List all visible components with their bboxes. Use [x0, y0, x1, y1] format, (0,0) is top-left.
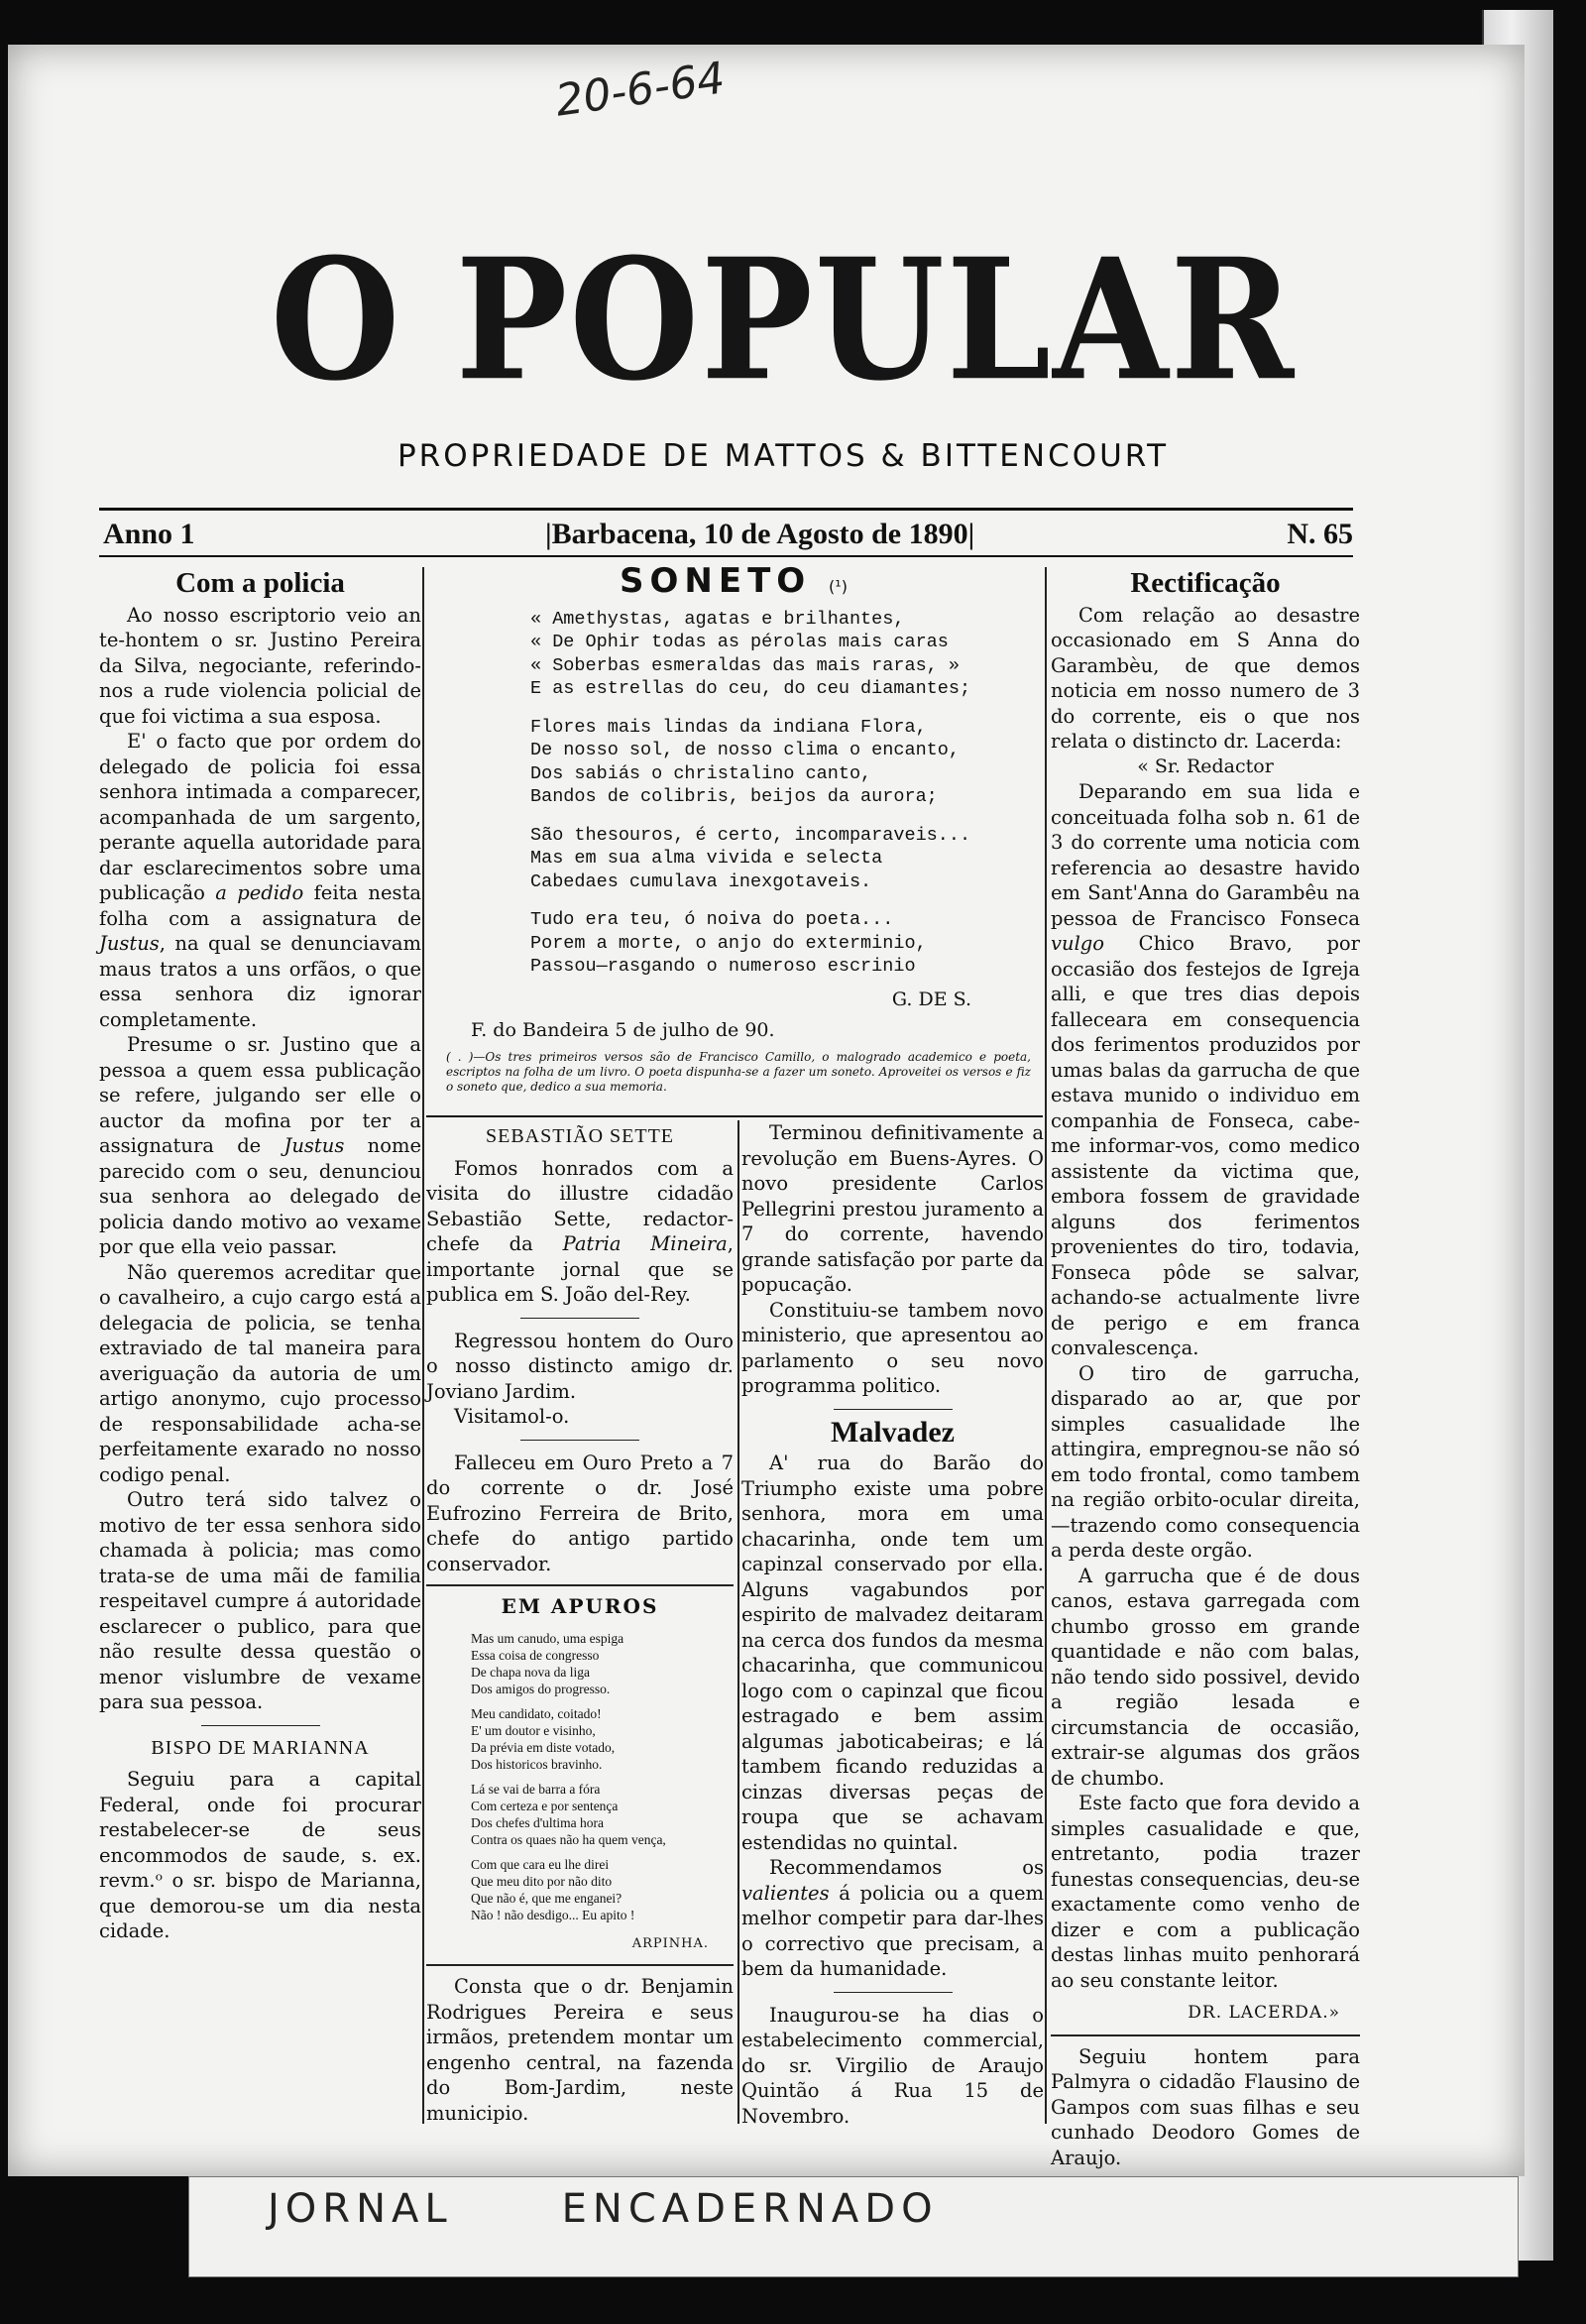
soneto-poem	[426, 608, 1041, 979]
paragraph: Seguiu hontem para Palmyra o cidadão Flausino de Gampos com suas filhas e seu cunhado Deodoro Gomes de Araujo.	[1051, 2044, 1360, 2169]
paragraph: A' rua do Barão do Triumpho existe uma pobre senhora, mora em uma chacarinha, onde tem um capinzal conservado por ella. Alguns vagabundos por espirito de malvadez deitaram na cerca dos fundos da mesma chacarinha, que communicou logo com o capinzal que ficou estragado e bem assim algumas jaboticabeiras; e lá tambem ficando reduzidas a cinzas diversas peças de roupa que se achavam estendidas no quintal.	[741, 1452, 1044, 1854]
paragraph: Visitamol-o.	[454, 1405, 570, 1428]
top-rule	[99, 508, 1353, 511]
stanza: Flores mais lindas da indiana Flora, De nosso sol, de nosso clima o encanto, Dos sabiás o christalino canto, Bandos de colibris, beijos da aurora;	[530, 716, 960, 807]
paragraph: E' o facto que por ordem do delegado de policia foi essa senhora intimada a comparecer, acompanhada de um sargento, perante aquella autoridade para dar esclarecimentos sobre uma publicação a pedido feita nesta folha com a assignatura de Justus, na qual se denunciavam maus tratos a uns orfãos, o que essa senhora diz ignorar completamente.	[99, 730, 421, 1031]
headline-com-a-policia: Com a policia	[175, 567, 345, 599]
paragraph: Terminou definitivamente a revolução em Buens-Ayres. O novo presidente Carlos Pellegrini prestou juramento a 7 do corrente, havendo grande satisfação por parte da popucação.	[741, 1121, 1044, 1296]
stanza: « Amethystas, agatas e brilhantes, « De Ophir todas as pérolas mais caras « Soberbas esmeraldas das mais raras, » E as estrellas do ceu, do ceu diamantes;	[530, 608, 971, 699]
separator	[426, 1584, 734, 1586]
masthead-title: O POPULAR	[270, 222, 1297, 418]
issue-year: Anno 1	[103, 518, 195, 550]
letter-signature: DR. LACERDA.»	[1188, 2003, 1340, 2023]
separator	[1051, 2034, 1360, 2036]
column-rule-1	[422, 567, 424, 2124]
salutation: « Sr. Redactor	[1137, 755, 1274, 777]
headline-malvadez: Malvadez	[831, 1415, 955, 1449]
headline-sebastiao-sette: SEBASTIÃO SETTE	[486, 1125, 674, 1147]
separator	[834, 1992, 953, 1993]
em-apuros-poem: Mas um canudo, uma espiga Essa coisa de congresso De chapa nova da liga Dos amigos do progresso. Meu candidato, coitado! E' um doutor e visinho, Da prévia em diste votado, Dos historicos bravinho. Lá se vai de barra a fóra Com certeza e por sentença Dos chefes d'ultima hora Contra os quaes não ha quem vença, Com que cara eu lhe direi Que meu dito por não dito Que não é, que me enganei? Não ! não desdigo... Eu apito !	[471, 1630, 666, 1922]
column-4	[1051, 567, 1360, 2170]
column-3	[741, 1120, 1044, 2129]
column-rule-2	[737, 1120, 739, 2124]
stanza: São thesouros, é certo, incomparaveis... Mas em sua alma vivida e selecta Cabedaes cumulava inexgotaveis.	[530, 824, 971, 892]
paragraph: Seguiu para a capital Federal, onde foi procurar restabelecer-se de seus encommodos de saude, s. ex. revm.ᵒ o sr. bispo de Marianna, que demorou-se um dia nesta cidade.	[99, 1768, 421, 1942]
separator	[520, 1318, 639, 1319]
column-2	[426, 1120, 734, 2126]
archive-label: JORNAL ENCADERNADO	[268, 2186, 939, 2232]
soneto-block	[426, 561, 1041, 1095]
separator	[834, 1409, 953, 1410]
stanza: Tudo era teu, ó noiva do poeta... Porem a morte, o anjo do exterminio, Passou—rasgando o numeroso escrinio	[530, 909, 927, 977]
issue-rule	[99, 555, 1353, 557]
paragraph: Com relação ao desastre occasionado em S Anna do Garambèu, de que demos noticia em nosso numero de 3 do corrente, eis o que nos relata o distincto dr. Lacerda:	[1051, 603, 1360, 753]
separator	[426, 1964, 734, 1966]
headline-rectificacao: Rectificação	[1130, 567, 1281, 599]
paragraph: Fomos honrados com a visita do illustre cidadão Sebastião Sette, redactor-chefe da Patria Mineira, importante jornal que se publica em S. João del-Rey.	[426, 1156, 734, 1306]
paragraph: A garrucha que é de dous canos, estava garregada com chumbo grosso em grande quantidade e não com balas, não tendo sido possivel, devido a região lesada e circumstancia de occasião, extrair-se algumas dos grãos de chumbo.	[1051, 1564, 1360, 1790]
paragraph: Recommendamos os valientes á policia ou a quem melhor competir para dar-lhes o correctivo que precisam, a bem da humanidade.	[741, 1856, 1044, 1980]
issue-line	[99, 516, 1353, 553]
paragraph: Não queremos acreditar que o cavalheiro, a cujo cargo está a delegacia de policia, se tenha extraviado de tal maneira para averiguação da autoria de um artigo anonymo, cujo processo de responsabilidade acha-se perfeitamente exarado no nosso codigo penal.	[99, 1260, 421, 1486]
paragraph: Falleceu em Ouro Preto a 7 do corrente o dr. José Eufrozino Ferreira de Brito, chefe do antigo partido conservador.	[426, 1451, 734, 1575]
column-1	[99, 567, 421, 1944]
paragraph: Este facto que fora devido a simples casualidade e que, entretanto, podia trazer funestas consequencias, deu-se exactamente como venho de dizer e com a publicação destas linhas muito penhorará ao seu constante leitor.	[1051, 1792, 1360, 1992]
headline-bispo: BISPO DE MARIANNA	[151, 1736, 370, 1759]
paragraph: Ao nosso escriptorio veio an te-hontem o sr. Justino Pereira da Silva, negociante, referindo-nos a rude violencia policial de que foi victima a sua esposa.	[99, 603, 421, 728]
handwritten-date: 20-6-64	[552, 53, 729, 127]
paragraph: O tiro de garrucha, disparado ao ar, que por simples casualidade lhe attingira, empregnou-se não só em todo frontal, como tambem na região orbito-ocular direita, —trazendo como consequencia a perda deste orgão.	[1051, 1361, 1360, 1562]
paragraph: Constituiu-se tambem novo ministerio, que apresentou ao parlamento o seu novo programma politico.	[741, 1298, 1044, 1397]
paragraph: Presume o sr. Justino que a pessoa a quem essa publicação se refere, julgando ser elle o auctor da mofina por ter a assignatura de Justus nome parecido com o seu, denunciou sua senhora ao delegado de policia dando motivo ao vexame por que ella veio passar.	[99, 1033, 421, 1258]
issue-date: |Barbacena, 10 de Agosto de 1890|	[545, 518, 975, 550]
issue-number: N. 65	[1287, 518, 1353, 550]
separator	[520, 1440, 639, 1441]
paragraph: Inaugurou-se ha dias o estabelecimento commercial, do sr. Virgilio de Araujo Quintão á Rua 15 de Novembro.	[741, 2003, 1044, 2128]
headline-soneto: SONETO (¹)	[620, 561, 848, 601]
soneto-place: F. do Bandeira 5 de julho de 90.	[471, 1019, 775, 1041]
headline-em-apuros: EM APUROS	[501, 1594, 659, 1618]
em-apuros-signature: ARPINHA.	[631, 1935, 709, 1951]
paragraph: Outro terá sido talvez o motivo de ter essa senhora sido chamada à policia; mas como trata-se de uma mãi de familia respeitavel cumpre á autoridade esclarecer o publico, para que não resulte dessa questão o menor vislumbre de vexame para sua pessoa.	[99, 1488, 421, 1713]
separator	[201, 1725, 320, 1726]
column-rule-3	[1045, 567, 1047, 2124]
paragraph: Regressou hontem do Ouro o nosso distincto amigo dr. Joviano Jardim.	[426, 1329, 734, 1403]
paragraph: Deparando em sua lida e conceituada folha sob n. 61 de 3 do corrente uma noticia com referencia ao desastre havido em Sant'Anna do Garambêu na pessoa de Francisco Fonseca vulgo Chico Bravo, por occasião dos festejos de Igreja alli, e que tres dias depois falleceara em consequencia dos ferimentos produzidos por umas balas da garrucha de que estava munido o individuo em companhia de Fonseca, cabe-me informar-vos, como medico assistente da victima que, embora fossem de gravidade alguns dos ferimentos provenientes do tiro, todavia, Fonseca pôde se salvar, achando-se actualmente livre de perigo e em franca convalescença.	[1051, 780, 1360, 1359]
paragraph: Consta que o dr. Benjamin Rodrigues Pereira e seus irmãos, pretendem montar um engenho central, na fazenda do Bom-Jardim, neste municipio.	[426, 1975, 734, 2125]
soneto-footnote: ( . )—Os tres primeiros versos são de Francisco Camillo, o malogrado academico e poeta, escriptos na folha de um livro. O poeta dispunha-se a fazer um soneto. Aproveitei os versos e fiz o soneto que, dedico a sua memoria.	[446, 1049, 1031, 1094]
soneto-bottom-rule	[426, 1115, 1043, 1117]
soneto-signature: G. DE S.	[891, 988, 971, 1010]
masthead-subtitle: PROPRIEDADE DE MATTOS & BITTENCOURT	[396, 438, 1170, 474]
